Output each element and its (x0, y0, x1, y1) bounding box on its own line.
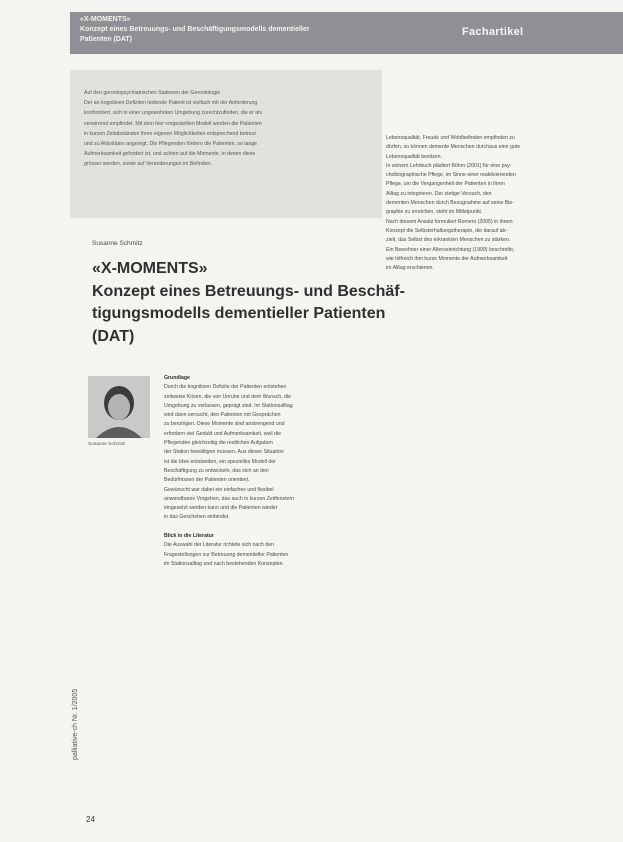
body-line: Gewünscht war dabei ein einfaches und flexibel (164, 486, 274, 493)
body-line: Pflege, um die Vergangenheit der Patienten in ihren (386, 181, 505, 188)
body-line: anwendbares Vorgehen, das auch in kurzen Zeitfenstern (164, 495, 295, 502)
body-line: wird dann versucht, den Patienten mit Gesprächen (164, 412, 281, 419)
photo-caption: Susanne Schmitz (88, 442, 126, 447)
body-line: dementen Menschen durch Bezugnahme auf seine Bio- (386, 200, 515, 207)
portrait-image (88, 376, 150, 438)
body-line: Konzept die Selbsterhaltungstherapie, die darauf ab- (386, 227, 508, 234)
body-line: der Station bewältigen müssen. Aus dieser Situation (164, 449, 284, 456)
title-line: tigungsmodells dementieller Patienten (92, 305, 386, 322)
body-line: Umgebung zu verlassen, geprägt sind. Im Stationsalltag (164, 402, 293, 409)
abstract-line: in kurzen Zeitabständen ihren eigenen Möglichkeiten entsprechend betreut (84, 130, 256, 137)
body-line: chobiographische Pflege, im Sinne einer reaktivierenden (386, 172, 516, 179)
section-heading: Blick in die Literatur (164, 533, 214, 540)
body-line: ist die Idee entstanden, ein spezielles Modell der (164, 458, 276, 465)
body-line: dürfen, so können demente Menschen durchaus eine gute (386, 144, 521, 151)
body-line (164, 523, 382, 532)
body-line: Lebensqualität, Freude und Wohlbefinden empfinden zu (386, 135, 515, 141)
body-line: Beschäftigung zu entwickeln, das sich an den (164, 467, 269, 474)
body-line: Durch die kognitiven Defizite der Patienten entstehen (164, 384, 287, 391)
body-line: zeitweise Krisen, die von Unruhe und dem Wunsch, die (164, 393, 292, 400)
body-line: im Stationsalltag und nach bestehenden Konzepten. (164, 560, 284, 567)
body-column-right (386, 134, 602, 273)
body-line: im Alltag erschienen. (386, 265, 434, 272)
body-line: Ein Bewohner einer Alterseinrichtung (1999) beschreibt, (386, 246, 515, 253)
abstract-text (84, 88, 375, 170)
article-title (92, 258, 405, 348)
abstract-line: grösser werden, sowie auf Veränderungen im Befinden. (84, 161, 212, 168)
body-line: in das Geschehen einbindet. (164, 514, 230, 521)
body-line: graphie zu erreichen, steht im Mittelpunkt. (386, 209, 483, 216)
body-line: Alltag zu integrieren. Der stetige Versuch, den (386, 190, 492, 197)
body-line: eingesetzt werden kann und die Patienten wieder (164, 505, 278, 512)
body-line: Pflegenden gleichzeitig die restlichen Aufgaben (164, 440, 273, 447)
body-line: In seinem Lehrbuch plädiert Böhm (2001) für eine psy- (386, 162, 512, 169)
section-label: Fachartikel (462, 26, 524, 38)
title-line: (DAT) (92, 327, 135, 345)
title-line: Konzept eines Betreuungs- und Beschäf- (92, 282, 405, 300)
body-line: erfordern viel Geduld und Aufmerksamkeit, weil die (164, 430, 282, 437)
body-line: Nach diesem Ansatz formuliert Romero (2005) in ihrem (386, 218, 513, 225)
author-photo (88, 376, 150, 438)
journal-issue: palliative-ch Nr. 1/2005 (72, 688, 79, 760)
abstract-line: und zu Aktivitäten angeregt. Die Pflegenden fördern die Patienten, so lange (84, 141, 258, 148)
body-line: Lebensqualität besitzen. (386, 153, 442, 160)
body-line: Bedürfnissen der Patienten orientiert. (164, 477, 250, 484)
header-band (70, 12, 623, 54)
body-line: wie hilfreich ihm kurze Momente der Aufmerksamkeit (386, 255, 508, 262)
abstract-line: Aufmerksamkeit gefordert ist, und achten auf die Momente, in denen diese (84, 151, 256, 158)
abstract-line: Der an kognitiven Defiziten leidende Patient ist vielfach mit der Anforderung (84, 100, 258, 107)
abstract-line: Auf den gerontopsychiatrischen Stationen der Gerontologie (84, 90, 221, 96)
section-heading: Grundlage (164, 375, 190, 381)
body-column-left (164, 374, 382, 569)
body-line: Fragestellungen zur Betreuung dementieller Patienten (164, 551, 289, 558)
running-title-line: «X-MOMENTS» (80, 16, 131, 23)
running-title-line: Patienten (DAT) (80, 36, 132, 43)
body-line: zu beruhigen. Diese Momente sind anstrengend und (164, 421, 285, 428)
author-name: Susanne Schmitz (92, 240, 143, 247)
body-line: zielt, das Selbst des erkrankten Menschen zu stärken. (386, 237, 511, 244)
page-number: 24 (86, 815, 95, 824)
abstract-line: konfrontiert, sich in einer ungewohnten Umgebung zurechtzufinden, die er als (84, 110, 262, 117)
title-line: «X-MOMENTS» (92, 260, 208, 277)
abstract-line: verwirrend empfindet. Mit dem hier vorgestellten Modell werden die Patienten (84, 120, 262, 127)
running-title (80, 15, 380, 45)
running-title-line: Konzept eines Betreuungs- und Beschäftigungsmodells dementieller (80, 26, 310, 33)
body-line: Die Auswahl der Literatur richtete sich nach den (164, 542, 274, 549)
